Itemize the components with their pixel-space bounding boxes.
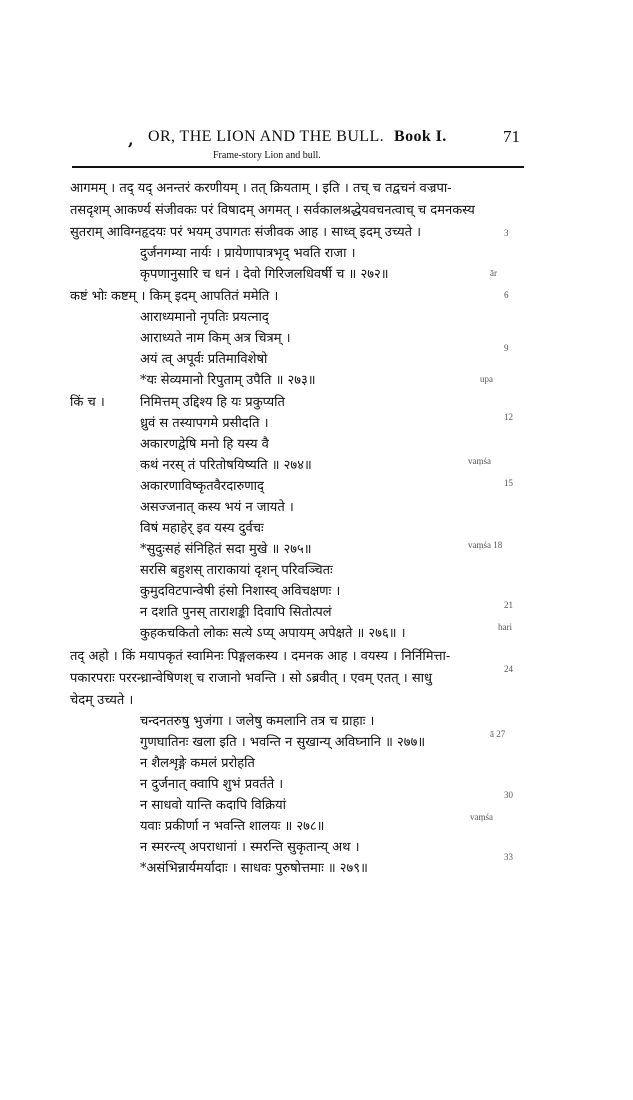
- verse-line: निमित्तम् उद्दिश्य हि यः प्रकुप्यति: [140, 395, 285, 410]
- margin-line-number: 21: [504, 600, 513, 610]
- verse-line: असज्जनात् कस्य भयं न जायते ।: [140, 500, 294, 515]
- margin-line-number: 12: [504, 412, 513, 422]
- verse-line: न दुर्जनात् क्वापि शुभं प्रवर्तते ।: [140, 777, 284, 792]
- verse-line: अयं त्व् अपूर्वः प्रतिमाविशेषो: [140, 352, 268, 367]
- verse-line: विषं महाहेर् इव यस्य दुर्वचः: [140, 521, 264, 536]
- margin-line-number: 30: [504, 790, 513, 800]
- text-line: कष्टं भोः कष्टम् । किम् इदम् आपतितं ममेति ।: [70, 289, 279, 304]
- margin-line-number: 6: [504, 290, 509, 300]
- verse-line: दुर्जनगम्या नार्यः । प्रायेणापात्रभृद् भवति राजा ।: [140, 246, 356, 261]
- margin-line-number: 33: [504, 852, 513, 862]
- margin-meter-note: ār: [490, 268, 497, 278]
- verse-line: कुमुदविटपान्वेषी हंसो निशास्व् अविचक्षणः ।: [140, 584, 341, 599]
- running-header: [148, 126, 447, 146]
- verse-line: न शैलशृङ्गे कमलं प्ररोहति: [140, 756, 255, 771]
- verse-line: न दशति पुनस् ताराशङ्की दिवापि सितोत्पलं: [140, 605, 332, 620]
- verse-line: आराध्यते नाम किम् अत्र चित्रम् ।: [140, 331, 291, 346]
- text-line: चेदम् उच्यते ।: [70, 693, 134, 708]
- running-title: OR, THE LION AND THE BULL.: [148, 128, 385, 145]
- verse-line: आराध्यमानो नृपतिः प्रयत्नाद्: [140, 310, 269, 325]
- verse-line: कुहकचकितो लोकः सत्ये ऽप्य् अपायम् अपेक्षते ॥ २७६॥ ।: [140, 626, 406, 641]
- verse-line: अकारणाविष्कृतवैरदारुणाद्: [140, 479, 264, 494]
- header-rule: [72, 166, 524, 168]
- book-label: Book I.: [394, 128, 447, 145]
- margin-line-number: 24: [504, 664, 513, 674]
- text-line: पकारपराः पररन्ध्रान्वेषिणश् च राजानो भवन्ति । सो ऽब्रवीत् । एवम् एतत् । साधु: [70, 671, 433, 686]
- margin-meter-note: upa: [480, 374, 493, 384]
- text-line: तसदृशम् आकर्ण्य संजीवकः परं विषादम् अगमत् । सर्वकालश्रद्धेयवचनत्वाच् च दमनकस्य: [70, 203, 475, 218]
- verse-line: सरसि बहुशस् ताराकायां दृशन् परिवञ्चितः: [140, 563, 333, 578]
- margin-meter-note: vaṃśa: [468, 456, 491, 466]
- verse-line: अकारणद्वेषि मनो हि यस्य वै: [140, 437, 269, 452]
- margin-line-number: 3: [504, 228, 509, 238]
- verse-line: चन्दनतरुषु भुजंगा । जलेषु कमलानि तत्र च ग्राहाः ।: [140, 714, 375, 729]
- verse-line: *असंभिन्नार्यमर्यादाः । साधवः पुरुषोत्तमाः ॥ २७९॥: [140, 861, 368, 876]
- page-number: 71: [503, 127, 520, 146]
- text-line: आगमम् । तद् यद् अनन्तरं करणीयम् । तत् क्रियताम् । इति । तच् च तद्वचनं वज्रपा-: [70, 181, 452, 196]
- header-mark: ,: [128, 130, 134, 149]
- section-subheader: Frame-story Lion and bull.: [213, 150, 321, 161]
- verse-line: कृपणानुसारि च धनं । देवो गिरिजलधिवर्षी च ॥ २७२॥: [140, 267, 389, 282]
- verse-line: ध्रुवं स तस्यापगमे प्रसीदति ।: [140, 416, 269, 431]
- margin-meter-note: vaṃśa 18: [468, 540, 503, 550]
- verse-line: न साधवो यान्ति कदापि विक्रियां: [140, 798, 287, 813]
- margin-meter-note: ā 27: [490, 729, 506, 739]
- text-line: सुतराम् आविग्नहृदयः परं भयम् उपागतः संजीवक आह । साध्व् इदम् उच्यते ।: [70, 225, 422, 240]
- text-line: तद् अहो । किं मयापकृतं स्वामिनः पिङ्गलकस्य । दमनक आह । वयस्य । निर्निमित्ता-: [70, 649, 451, 664]
- verse-line: न स्मरन्त्य् अपराधानां । स्मरन्ति सुकृतान्य् अथ ।: [140, 840, 360, 855]
- verse-line: कथं नरस् तं परितोषयिष्यति ॥ २७४॥: [140, 458, 312, 473]
- verse-line: *सुदुःसहं संनिहितं सदा मुखे ॥ २७५॥: [140, 542, 312, 557]
- margin-line-number: 15: [504, 478, 513, 488]
- text-line: किं च ।: [70, 395, 105, 410]
- verse-line: यवाः प्रकीर्णा न भवन्ति शालयः ॥ २७८॥: [140, 819, 325, 834]
- margin-meter-note: hari: [498, 622, 512, 632]
- margin-meter-note: vaṃśa: [470, 812, 493, 822]
- verse-line: गुणघातिनः खला इति । भवन्ति न सुखान्य् अविघ्नानि ॥ २७७॥: [140, 735, 426, 750]
- margin-line-number: 9: [504, 343, 509, 353]
- verse-line: *यः सेव्यमानो रिपुताम् उपैति ॥ २७३॥: [140, 373, 316, 388]
